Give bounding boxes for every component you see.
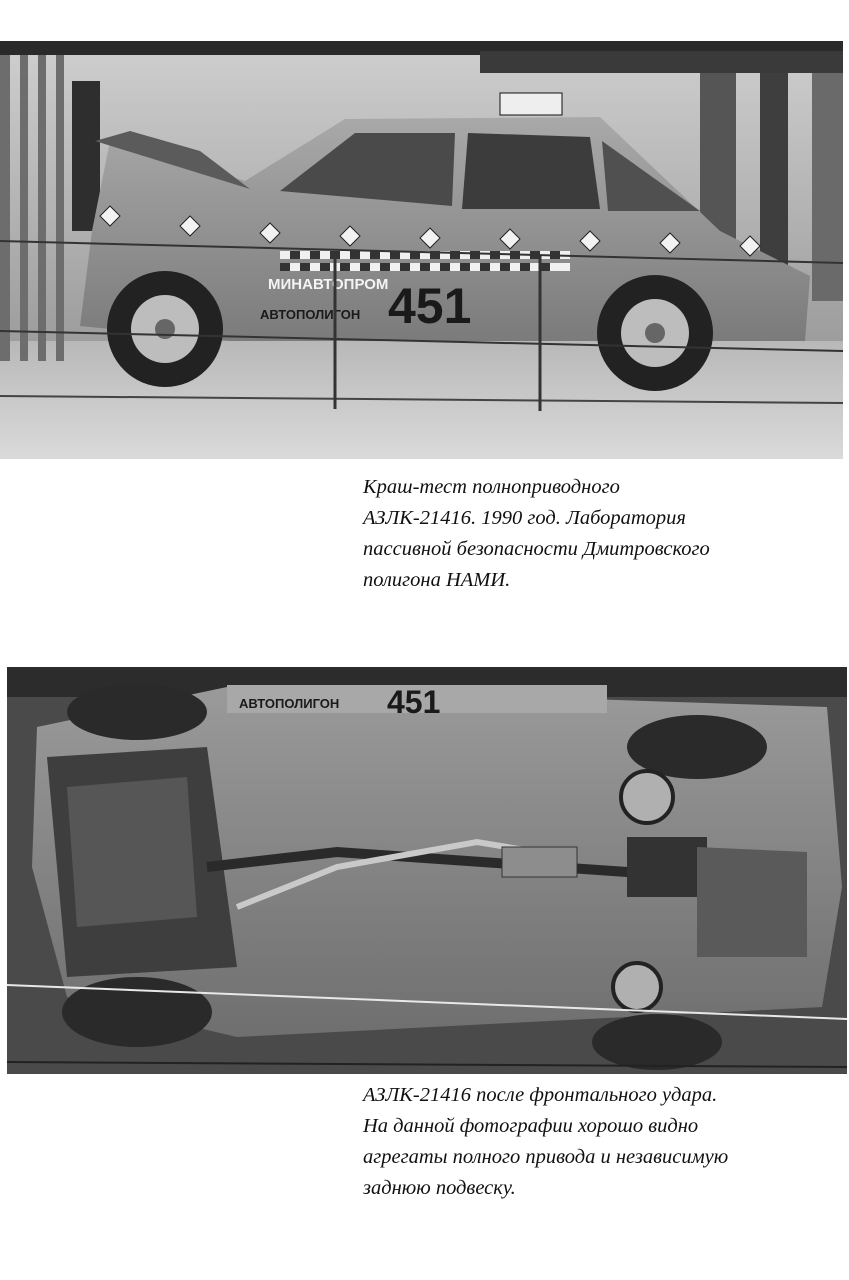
caption-line: АЗЛК-21416 после фронтального удара. <box>363 1084 718 1106</box>
crash-test-caption <box>363 472 843 596</box>
underside-wheel-rear-bottom <box>592 1014 722 1070</box>
caption-line: пассивной безопасности Дмитровского <box>363 538 710 560</box>
underside-illustration <box>7 667 847 1074</box>
door-sign-text: МИНАВТОПРОМ <box>268 276 389 293</box>
underside-caption <box>363 1080 847 1204</box>
underside-photo <box>7 667 847 1074</box>
car-number-text-underside: 451 <box>387 684 441 720</box>
crash-test-photo <box>0 41 843 459</box>
side-sign-text: АВТОПОЛИГОН <box>239 696 340 711</box>
crash-test-illustration <box>0 41 843 459</box>
rear-wheel <box>597 275 713 391</box>
caption-line: Краш-тест полноприводного <box>363 476 620 498</box>
car-number-text: 451 <box>388 278 472 334</box>
door-sign-text-2: АВТОПОЛИГОН <box>260 307 361 322</box>
front-wheel <box>107 271 223 387</box>
caption-line: агрегаты полного привода и независимую <box>363 1146 729 1168</box>
caption-line: АЗЛК-21416. 1990 год. Лаборатория <box>363 507 686 529</box>
caption-line: полигона НАМИ. <box>363 569 511 591</box>
underside-wheel-front-top <box>67 684 207 740</box>
caption-line: На данной фотографии хорошо видно <box>363 1115 699 1137</box>
caption-line: заднюю подвеску. <box>363 1177 516 1199</box>
